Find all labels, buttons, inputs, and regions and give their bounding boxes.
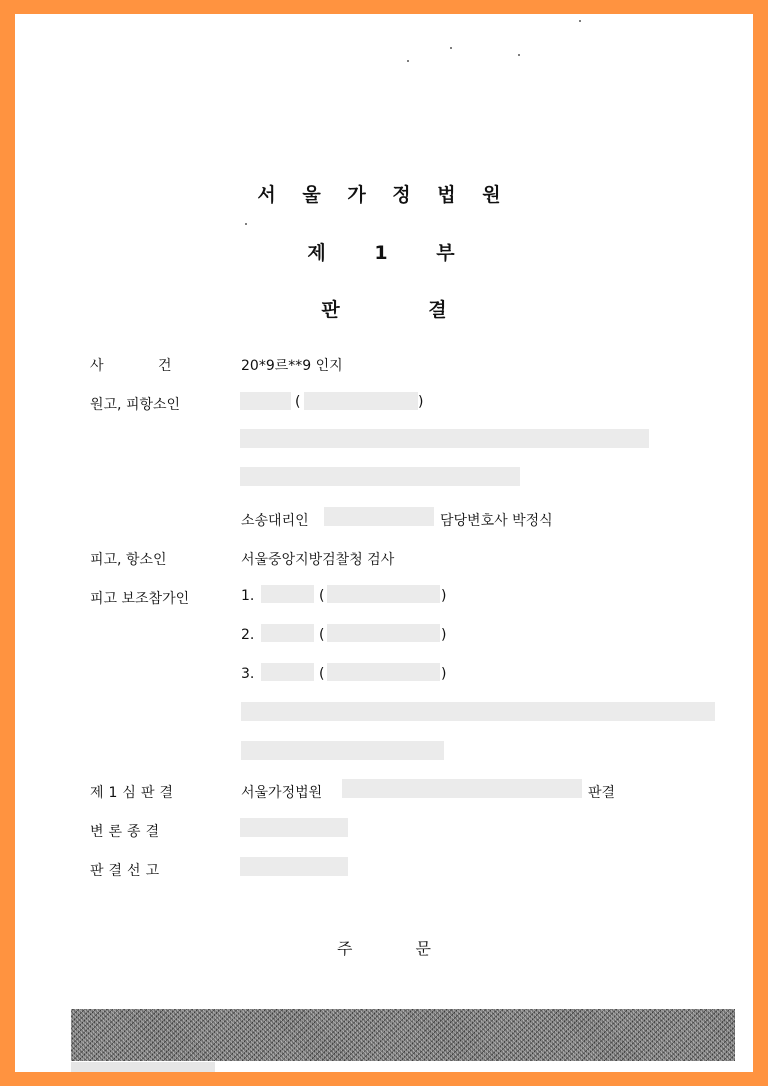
paren-open: ( (295, 394, 301, 410)
first-judgment-label: 제1심판결 (90, 785, 179, 801)
defendant-value: 서울중앙지방검찰청 검사 (241, 552, 395, 568)
scan-speck (579, 20, 581, 22)
redacted-intervenor-address (241, 702, 715, 721)
plaintiff-label: 원고, 피항소인 (90, 397, 181, 413)
redacted-intervenor-id (327, 663, 440, 681)
verdict-date-label: 판결선고 (90, 863, 165, 879)
redacted-order-text-tail (71, 1062, 215, 1072)
paren-close: ) (441, 666, 447, 682)
redacted-law-firm (324, 507, 434, 526)
redacted-intervenor-id (327, 585, 440, 603)
redacted-verdict-date (240, 857, 348, 876)
redacted-first-judgment-case (342, 779, 582, 798)
redacted-intervenor-id (327, 624, 440, 642)
redacted-order-text (71, 1009, 735, 1061)
argument-close-label: 변론종결 (90, 824, 165, 840)
redacted-plaintiff-id (304, 392, 418, 410)
intervenor-number: 2. (241, 627, 255, 643)
scan-speck (245, 223, 247, 225)
intervenor-label: 피고 보조참가인 (90, 591, 190, 607)
first-judgment-prefix: 서울가정법원 (241, 785, 323, 801)
intervenor-number: 1. (241, 588, 255, 604)
redacted-plaintiff-name (240, 392, 291, 410)
attorney-prefix: 소송대리인 (241, 513, 309, 529)
paren-open: ( (319, 627, 325, 643)
intervenor-number: 3. (241, 666, 255, 682)
redacted-plaintiff-address (240, 429, 649, 448)
section-heading-order: 주 문 (337, 939, 431, 958)
redacted-intervenor-name (261, 585, 314, 603)
paren-open: ( (319, 666, 325, 682)
scan-speck (518, 54, 520, 56)
paren-close: ) (418, 394, 424, 410)
scan-speck (450, 47, 452, 49)
case-value: 20*9르**9 인지 (241, 358, 343, 374)
redacted-intervenor-name (261, 624, 314, 642)
first-judgment-suffix: 판결 (588, 785, 616, 801)
redacted-argument-close-date (240, 818, 348, 837)
attorney-suffix: 담당변호사 박정식 (440, 513, 553, 529)
court-name: 서 울 가 정 법 원 (257, 184, 511, 206)
paren-close: ) (441, 627, 447, 643)
division-name: 제 1 부 (307, 242, 461, 264)
case-label: 사 건 (90, 358, 172, 374)
redacted-intervenor-name (261, 663, 314, 681)
defendant-label: 피고, 항소인 (90, 552, 167, 568)
document-page (15, 14, 753, 1072)
document-type: 판 결 (321, 299, 447, 321)
paren-close: ) (441, 588, 447, 604)
redacted-plaintiff-address-2 (240, 467, 520, 486)
redacted-intervenor-address-2 (241, 741, 444, 760)
paren-open: ( (319, 588, 325, 604)
scan-speck (407, 60, 409, 62)
